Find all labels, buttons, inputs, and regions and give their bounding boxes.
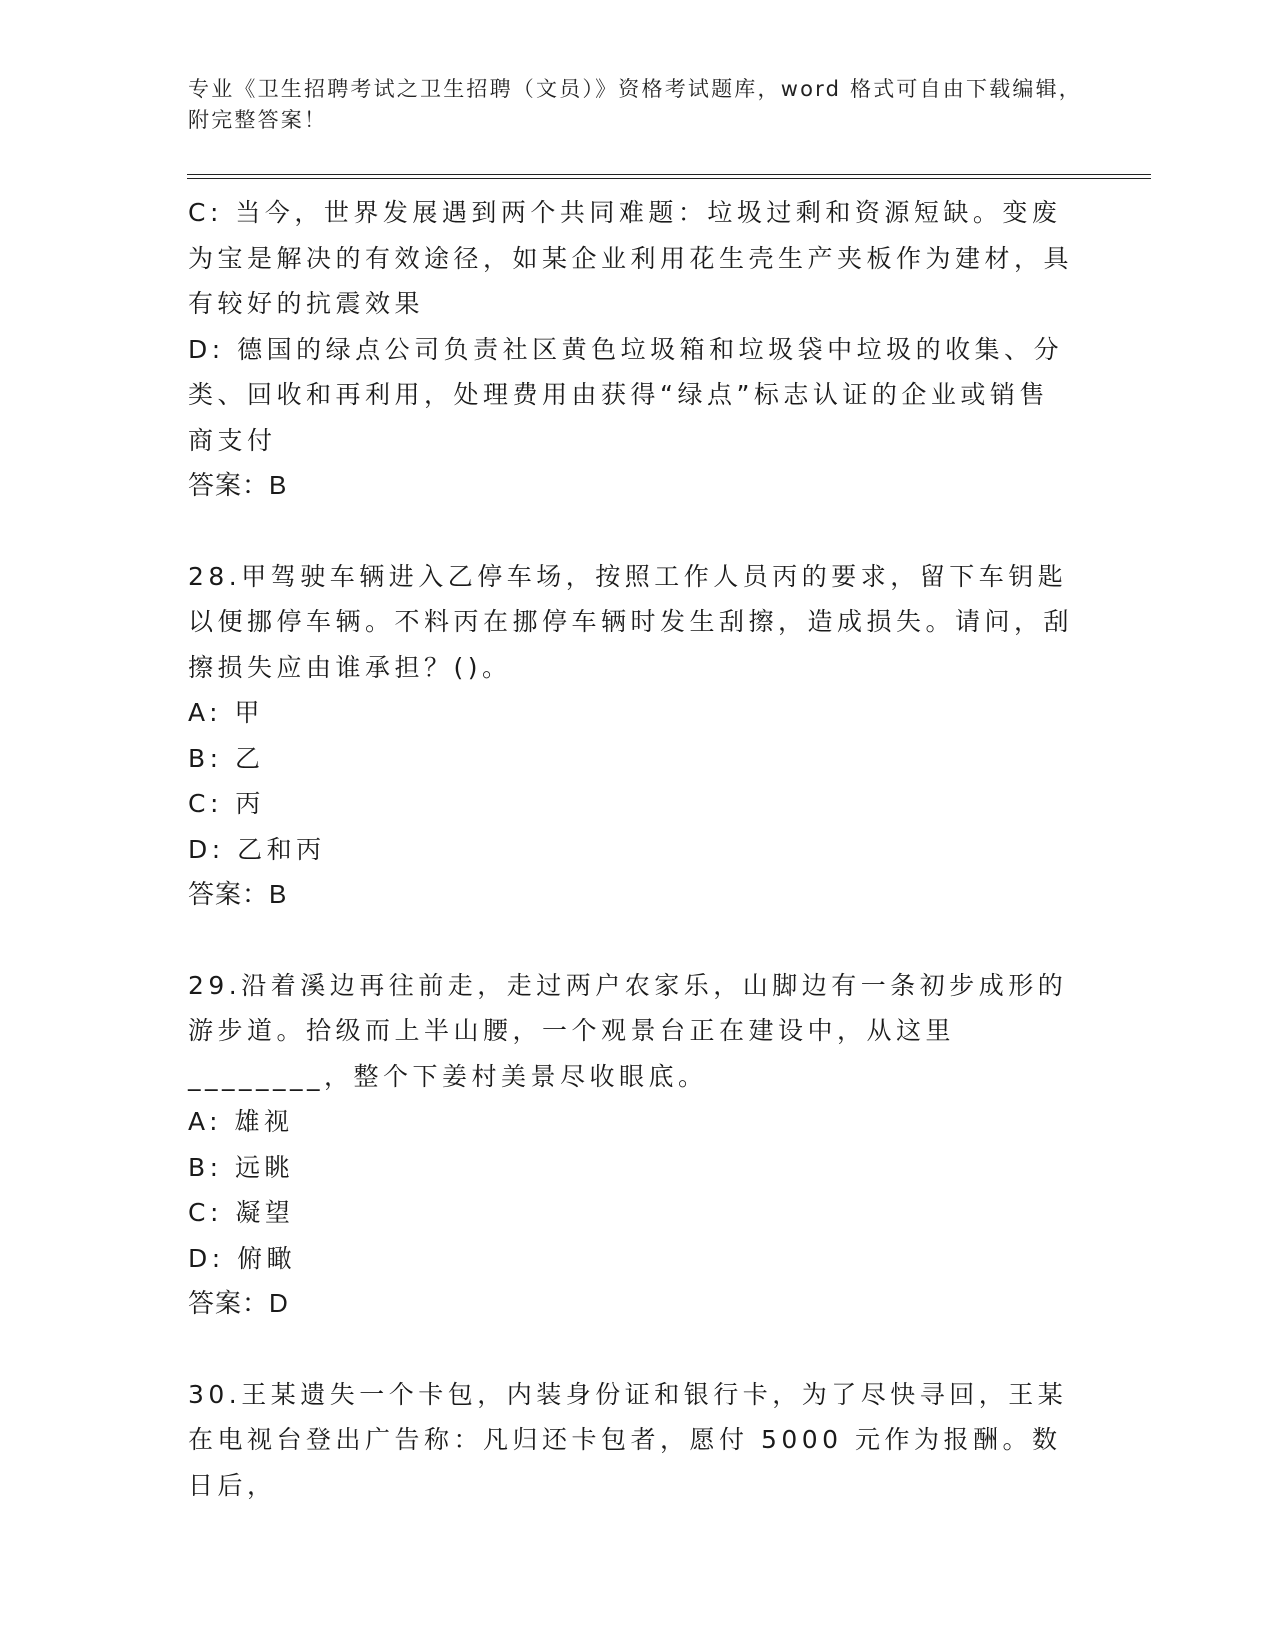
page-header [188,74,1088,136]
question-stem [188,1372,1078,1509]
option-text: 甲 [234,698,265,727]
option-text: 凝望 [235,1198,295,1227]
option-text: 丙 [235,789,265,818]
option-text: 当今，世界发展遇到两个共同难题：垃圾过剩和资源短缺。变废为宝是解决的有效途径，如某企业利用花生壳生产夹板作为建材，具有较好的抗震效果 [188,198,1074,318]
option-b [188,736,1078,782]
answer-line: 答案：B [188,879,288,909]
option-letter: D: [188,334,225,364]
option-d [188,1236,1078,1282]
question-text: 甲驾驶车辆进入乙停车场，按照工作人员丙的要求，留下车钥匙以便挪停车辆。不料丙在挪停车辆时发生刮擦，造成损失。请问，刮擦损失应由谁承担？()。 [188,561,1074,682]
question-number: 29. [188,970,242,1000]
option-letter: C: [188,789,223,818]
option-c [188,1190,1078,1236]
question-stem [188,554,1078,691]
header-title: 专业《卫生招聘考试之卫生招聘（文员）》资格考试题库，word 格式可自由下载编辑，附完整答案！ [188,77,1082,132]
answer-line: 答案：D [188,1288,289,1318]
option-letter: D: [188,1243,225,1273]
prev-question-tail [188,190,1078,509]
option-a [188,690,1078,736]
option-c [188,190,1078,327]
option-d [188,827,1078,873]
option-letter: A: [188,1107,223,1136]
question-number: 30. [188,1379,242,1409]
question-28 [188,554,1078,918]
option-text: 俯瞰 [237,1243,297,1273]
option-a [188,1099,1078,1145]
option-letter: D: [188,834,225,864]
question-stem [188,963,1078,1100]
option-b [188,1145,1078,1191]
option-letter: B: [188,1152,223,1182]
question-text: 王某遗失一个卡包，内装身份证和银行卡，为了尽快寻回，王某在电视台登出广告称：凡归还卡包者，愿付 5000 元作为报酬。数日后， [188,1379,1068,1500]
option-letter: C: [188,1198,223,1227]
document-body [188,190,1078,1508]
question-30 [188,1372,1078,1509]
option-letter: B: [188,743,223,773]
option-text: 乙和丙 [237,834,326,864]
header-divider [187,174,1151,179]
question-29 [188,963,1078,1327]
option-text: 雄视 [234,1107,294,1136]
question-text: 沿着溪边再往前走，走过两户农家乐，山脚边有一条初步成形的游步道。拾级而上半山腰，一个观景台正在建设中，从这里________，整个下姜村美景尽收眼底。 [188,970,1068,1091]
option-d [188,327,1078,464]
answer-line: 答案：B [188,470,288,500]
option-letter: C: [188,198,223,227]
option-text: 乙 [235,743,265,773]
question-number: 28. [188,561,242,591]
option-text: 德国的绿点公司负责社区黄色垃圾箱和垃圾袋中垃圾的收集、分类、回收和再利用，处理费用由获得“绿点”标志认证的企业或销售商支付 [188,334,1064,455]
option-text: 远眺 [235,1152,295,1182]
option-letter: A: [188,698,223,727]
option-c [188,781,1078,827]
